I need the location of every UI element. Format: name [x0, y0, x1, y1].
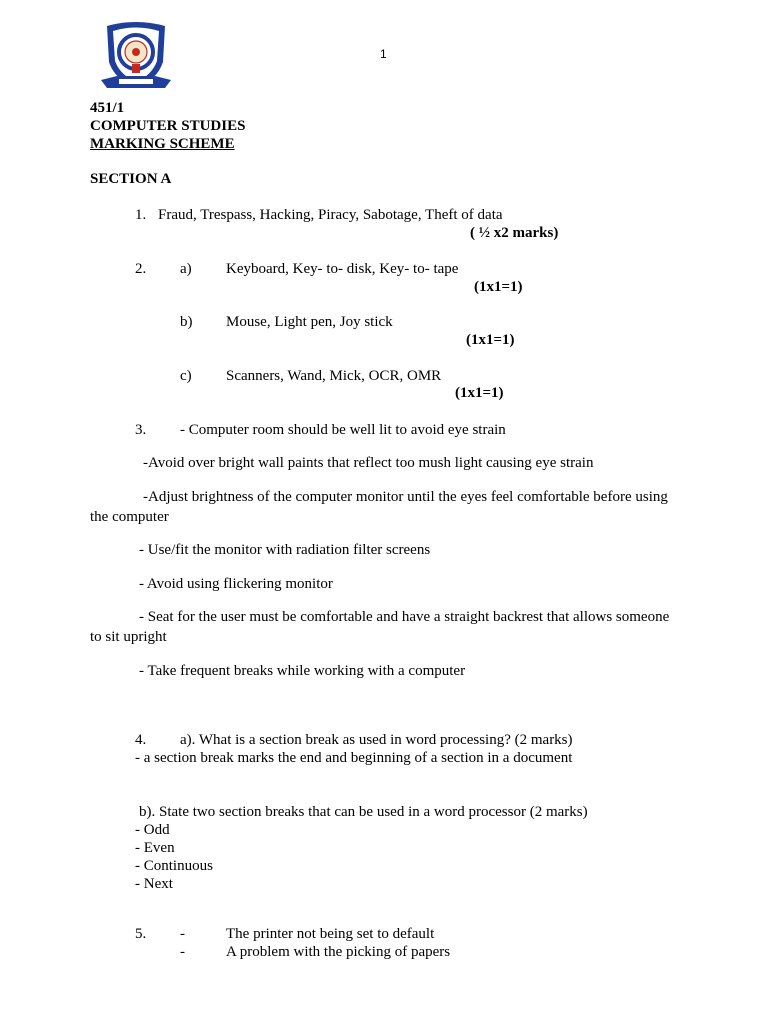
subject-title: COMPUTER STUDIES [90, 118, 246, 134]
question-number: 1. [135, 207, 147, 223]
sub-question-label: c) [180, 368, 192, 384]
sub-question-label: a) [180, 261, 192, 277]
marks-annotation: (1x1=1) [455, 385, 504, 401]
answer-text: The printer not being set to default [226, 926, 435, 942]
answer-text: - Avoid using flickering monitor [139, 576, 333, 592]
question-text: b). State two section breaks that can be used in a word processor (2 marks) [139, 804, 588, 820]
section-heading: SECTION A [90, 171, 172, 187]
paper-code: 451/1 [90, 100, 125, 116]
answer-text: Fraud, Trespass, Hacking, Piracy, Sabotage, Theft of data [158, 207, 503, 223]
sub-question-label: b) [180, 314, 193, 330]
list-bullet: - [180, 926, 185, 942]
answer-text: Mouse, Light pen, Joy stick [226, 314, 393, 330]
answer-text: Scanners, Wand, Mick, OCR, OMR [226, 368, 442, 384]
answer-text: -Avoid over bright wall paints that reflect too mush light causing eye strain [143, 455, 594, 471]
marks-annotation: ( ½ x2 marks) [470, 225, 559, 241]
list-item: - Even [135, 840, 175, 856]
question-number: 3. [135, 422, 147, 438]
question-number: 2. [135, 261, 147, 277]
answer-text: -Adjust brightness of the computer monitor until the eyes feel comfortable before using [143, 489, 668, 505]
answer-text: the computer [90, 509, 169, 525]
answer-text: - Seat for the user must be comfortable and have a straight backrest that allows someone [139, 609, 670, 625]
question-number: 4. [135, 732, 147, 748]
list-bullet: - [180, 944, 185, 960]
marks-annotation: (1x1=1) [474, 279, 523, 295]
list-item: - Next [135, 876, 173, 892]
question-number: 5. [135, 926, 147, 942]
answer-text: to sit upright [90, 629, 167, 645]
answer-text: - a section break marks the end and beginning of a section in a document [135, 750, 573, 766]
answer-text: - Take frequent breaks while working with a computer [139, 663, 466, 679]
list-item: - Continuous [135, 858, 213, 874]
school-crest-icon [97, 18, 175, 96]
marks-annotation: (1x1=1) [466, 332, 515, 348]
answer-text: A problem with the picking of papers [226, 944, 451, 960]
answer-text: Keyboard, Key- to- disk, Key- to- tape [226, 261, 459, 277]
document-type: MARKING SCHEME [90, 136, 235, 152]
list-item: - Odd [135, 822, 170, 838]
question-text: a). What is a section break as used in word processing? (2 marks) [180, 732, 573, 748]
answer-text: - Computer room should be well lit to avoid eye strain [180, 422, 506, 438]
answer-text: - Use/fit the monitor with radiation filter screens [139, 542, 431, 558]
page-number: 1 [380, 47, 387, 61]
